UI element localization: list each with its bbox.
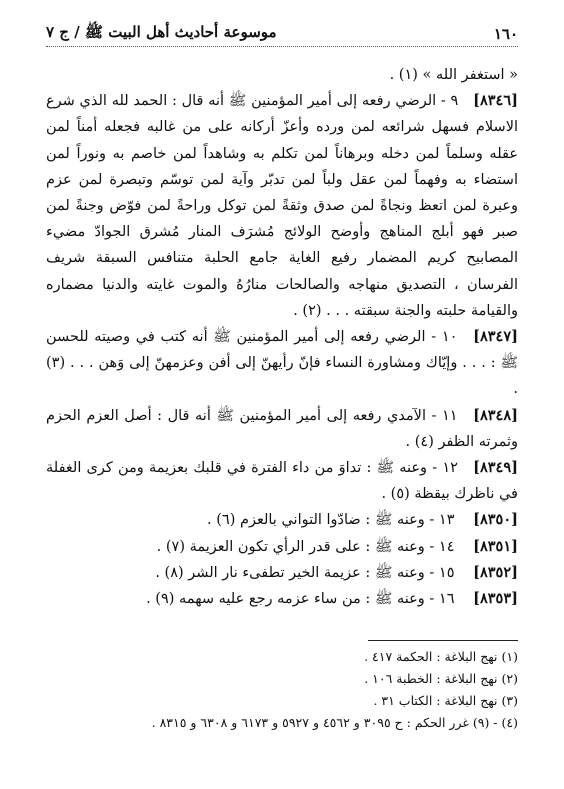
hadith-number: [٨٣٥٢] xyxy=(473,563,518,581)
hadith-text: ٩ - الرضي رفعه إلى أمير المؤمنين ﷺ أنه قال : الحمد لله الذي شرع الاسلام فسهل شرائعه لمن ورده وأعزّ أركانه على من غالبه فجعله أمناً لمن عقله وسلماً لمن دخله وبرهاناً لمن تكلم به وشاهداً لمن خاصم به ونوراً لمن استضاء به وفهماً لمن عقل ولباً لمن تدبّر وآية لمن توسّم وتبصرة لمن عزم وعبرة لمن اتعظ ونجاةً لمن صدق وثقةً لمن توكل وراحةً لمن فوّض وجنةً لمن صبر فهو أبلج المناهج وأوضح الولائج مُشرَف المنار مُشرق الجوادّ مضيء المصابيح كريم المضمار رفيع الغاية جامع الحلبة متنافس السبقة شريف الفرسان ، التصديق منهاجه والصالحات منارُهُ والموت غايته والدنيا مضماره والقيامة حلبته والجنة سبقته . . . (٢) . xyxy=(46,93,518,319)
hadith-number: [٨٣٥٣] xyxy=(473,590,518,608)
hadith-paragraph xyxy=(46,534,518,560)
hadith-paragraph xyxy=(46,586,518,612)
footnote: (١) نهج البلاغة : الحكمة ٤١٧ . xyxy=(364,649,518,664)
hadith-number: [٨٣٤٨] xyxy=(473,406,518,424)
hadith-number: [٨٣٤٧] xyxy=(473,328,519,346)
running-header xyxy=(46,22,518,47)
hadith-text: ١٣ - وعنه ﷺ : ضادّوا التواني بالعزم (٦) . xyxy=(207,512,455,529)
hadith-paragraph xyxy=(46,560,518,586)
hadith-paragraph xyxy=(46,88,518,324)
footnote: (٤) - (٩) غرر الحكم : ح ٣٠٩٥ و ٤٥٦٢ و ٥٩٢٧ و ٦١٧٣ و ٦٣٠٨ و ٨٣١٥ . xyxy=(151,715,518,730)
footnotes xyxy=(46,646,518,734)
hadith-number: [٨٣٥٠] xyxy=(473,511,518,529)
page-number: ١٦٠ xyxy=(493,25,518,43)
footnote: (٢) نهج البلاغة : الخطبة ١٠٦ . xyxy=(364,671,518,686)
hadith-number: [٨٣٥١] xyxy=(473,537,518,555)
footnote: (٣) نهج البلاغة : الكتاب ٣١ . xyxy=(373,693,518,708)
hadith-paragraph xyxy=(46,507,518,533)
book-title: موسوعة أحاديث أهل البيت ﷺ / ج ٧ xyxy=(46,23,277,41)
hadith-text: ١١ - الآمدي رفعه إلى أمير المؤمنين ﷺ أنه قال : أصل العزم الحزم وثمرته الظفر (٤) . xyxy=(46,407,518,450)
hadith-text: ١٢ - وعنه ﷺ : تداوَ من داء الفترة في قلبك بعزيمة ومن كرى الغفلة في ناظرك بيقظة (٥) . xyxy=(46,460,518,503)
hadith-number: [٨٣٤٩] xyxy=(473,459,519,477)
main-text xyxy=(46,62,518,612)
hadith-paragraph xyxy=(46,455,518,507)
hadith-text: ١٦ - وعنه ﷺ : من ساء عزمه رجع عليه سهمه (٩) . xyxy=(146,591,455,608)
hadith-paragraph xyxy=(46,324,518,403)
hadith-text: ١٥ - وعنه ﷺ : عزيمة الخير تطفىء نار الشر (٨) . xyxy=(155,564,455,581)
hadith-text: ١٠ - الرضي رفعه إلى أمير المؤمنين ﷺ أنه كتب في وصيته للحسن ﷺ : . . . وإيّاك ومشاورة النساء فإنّ رأيهنّ إلى أفن وعزمهنّ إلى وَهن . . . (٣) . xyxy=(46,329,518,398)
footnote-divider xyxy=(368,640,518,641)
paragraph-text: « استغفر الله » (١) . xyxy=(389,67,518,83)
hadith-number: [٨٣٤٦] xyxy=(473,92,518,110)
hadith-paragraph xyxy=(46,403,518,455)
paragraph xyxy=(46,62,518,88)
hadith-text: ١٤ - وعنه ﷺ : على قدر الرأي تكون العزيمة (٧) . xyxy=(156,538,455,555)
